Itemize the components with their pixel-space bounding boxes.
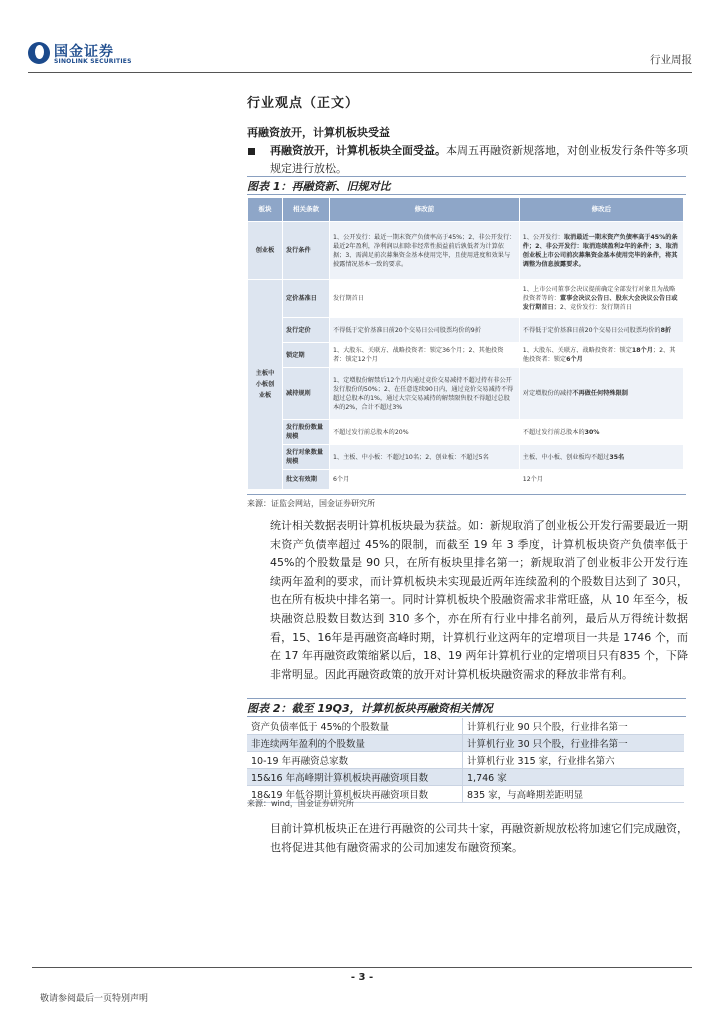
before-cell: 1、主板、中小板：不超过10名；2、创业板：不超过5名: [330, 445, 520, 470]
figure1-top-rule: [247, 176, 686, 177]
after-cell: 不得低于定价基准日前20个交易日公司股票均价的8折: [519, 318, 683, 343]
paragraph-1: 统计相关数据表明计算机板块最为获益。如：新规取消了创业板公开发行需要最近一期末资产负债率超过 45%的限制，而截至 19 年 3 季度，计算机板块资产负债率低于 45%的个股数量是 90 只，在所有板块里排名第一；新规取消了创业板非公开发行连续两年盈利的要求，而计算机板块未实现最近两年连续盈利的个股数目达到了 30只，也在所有板块中排名第一。同时计算机板块个股融资需求非常旺盛，从 10 年至今，板块融资总股数目数达到 310 多个，亦在所有行业中排名前列，最后从万得统计数据看，15、16年是再融资高峰时期，计算机行业这两年的定增项目一共是 1746 个，而在 17 年再融资政策缩紧以后，18、19 两年计算机行业的定增项目只有835 个，下降非常明显。因此再融资政策的放开对计算机板块融资需求的释放非常有利。: [270, 519, 688, 681]
section-title: 行业观点（正文）: [247, 96, 360, 111]
figure1-source: 来源：证监会网站，国金证券研究所: [247, 499, 375, 508]
stats-table: [247, 718, 684, 803]
stat-label: 18&19 年低谷期计算机板块再融资项目数: [247, 786, 463, 803]
table-row: [247, 769, 684, 786]
figure1-title-rule: [247, 194, 686, 195]
header-cell: 板块: [248, 198, 283, 222]
table-row: [247, 735, 684, 752]
stat-value: 835 家，与高峰期差距明显: [463, 786, 685, 803]
after-cell: 1、大股东、关联方、战略投资者：锁定18个月；2、其他投资者：锁定6个月: [519, 343, 683, 368]
after-cell: 对定增股份的减持不再做任何特殊限制: [519, 368, 683, 420]
table-row: [248, 420, 684, 445]
stat-label: 非连续两年盈利的个股数量: [247, 735, 463, 752]
footer-disclaimer: 敬请参阅最后一页特别声明: [40, 994, 149, 1004]
cond-cell: 发行条件: [283, 222, 330, 280]
stat-value: 计算机行业 315 家，行业排名第六: [463, 752, 685, 769]
cond-cell: 减持规则: [283, 368, 330, 420]
figure1-title: 图表 1：再融资新、旧规对比: [247, 180, 391, 193]
table-header-row: [248, 198, 684, 222]
report-type: 行业周报: [650, 54, 692, 66]
cond-cell: 发行定价: [283, 318, 330, 343]
figure2-title: 图表 2：截至 19Q3，计算机板块再融资相关情况: [247, 702, 493, 715]
section-cell: 主板中小板创业板: [248, 280, 283, 490]
stat-label: 10-19 年再融资总家数: [247, 752, 463, 769]
bullet-body: 本周五再融资新规落地，对创业板发行条件等多项规定进行放松。: [270, 144, 688, 175]
section-cell: 创业板: [248, 222, 283, 280]
table-row: [248, 368, 684, 420]
before-cell: 1、公开发行：最近一期末资产负债率高于45%；2、非公开发行：最近2年盈利，净利润以扣除非经常性损益前后孰低者为计算依据；3、需满足前次募集资金基本使用完毕，且使用进度和效果与披露情况基本一致的要求。: [330, 222, 520, 280]
header-cell: 修改后: [519, 198, 683, 222]
cond-cell: 发行对象数量规模: [283, 445, 330, 470]
cond-cell: 锁定期: [283, 343, 330, 368]
logo-chinese: 国金证券: [54, 44, 114, 60]
before-cell: 1、大股东、关联方、战略投资者：锁定36个月；2、其他投资者：锁定12个月: [330, 343, 520, 368]
stat-value: 计算机行业 30 只个股，行业排名第一: [463, 735, 685, 752]
bullet-bold: 再融资放开，计算机板块全面受益。: [270, 144, 446, 157]
after-cell: 不超过发行前总股本的30%: [519, 420, 683, 445]
table-row: [247, 752, 684, 769]
table-row: [248, 343, 684, 368]
before-cell: 6个月: [330, 470, 520, 490]
after-cell: 1、公开发行：取消最近一期末资产负债率高于45%的条件；2、非公开发行：取消连续盈利2年的条件；3、取消创业板上市公司前次募集资金基本使用完毕的条件，将其调整为信息披露要求。: [519, 222, 683, 280]
footer-divider: [32, 967, 692, 968]
cond-cell: 批文有效期: [283, 470, 330, 490]
after-cell: 1、上市公司董事会决议提前确定全部发行对象且为战略投资者等的：董事会决议公告日、股东大会决议公告日或发行期首日；2、竞价发行：发行期首日: [519, 280, 683, 318]
header-cell: 修改前: [330, 198, 520, 222]
logo-icon: [28, 42, 50, 64]
page-number: - 3 -: [350, 972, 374, 983]
table-row: [248, 445, 684, 470]
before-cell: 1、定增股份解禁后12个月内通过竞价交易减持不超过持有非公开发行股份的50%；2、在任意连续90日内，通过竞价交易减持不得超过总股本的1%，通过大宗交易减持的解禁限售股不得超过总股本的2%，合计不超过3%: [330, 368, 520, 420]
cond-cell: 定价基准日: [283, 280, 330, 318]
table-row: [248, 280, 684, 318]
bullet-square-icon: [248, 148, 255, 155]
after-cell: 12个月: [519, 470, 683, 490]
before-cell: 不得低于定价基准日前20个交易日公司股票均价的9折: [330, 318, 520, 343]
before-cell: 不超过发行前总股本的20%: [330, 420, 520, 445]
stat-label: 15&16 年高峰期计算机板块再融资项目数: [247, 769, 463, 786]
stat-label: 资产负债率低于 45%的个股数量: [247, 718, 463, 735]
logo-english: SINOLINK SECURITIES: [54, 58, 132, 65]
table-row: [247, 718, 684, 735]
comparison-table: [247, 197, 684, 490]
table-row: [248, 222, 684, 280]
cond-cell: 发行股份数量规模: [283, 420, 330, 445]
figure1-bottom-rule: [247, 494, 686, 495]
table-row: [248, 318, 684, 343]
bullet-text: [270, 142, 688, 178]
subsection-title: 再融资放开，计算机板块受益: [247, 126, 390, 139]
after-cell: 主板、中小板、创业板均不超过35名: [519, 445, 683, 470]
paragraph-2: 目前计算机板块正在进行再融资的公司共十家，再融资新规放松将加速它们完成融资，也将促进其他有融资需求的公司加速发布融资预案。: [270, 822, 688, 854]
stat-value: 计算机行业 90 只个股，行业排名第一: [463, 718, 685, 735]
table-row: [248, 470, 684, 490]
header-divider: [28, 72, 692, 73]
stat-value: 1,746 家: [463, 769, 685, 786]
before-cell: 发行期首日: [330, 280, 520, 318]
figure2-title-rule: [247, 716, 686, 717]
figure2-top-rule: [247, 698, 686, 699]
header-cell: 相关条款: [283, 198, 330, 222]
figure2-source: 来源：wind，国金证券研究所: [247, 799, 354, 808]
